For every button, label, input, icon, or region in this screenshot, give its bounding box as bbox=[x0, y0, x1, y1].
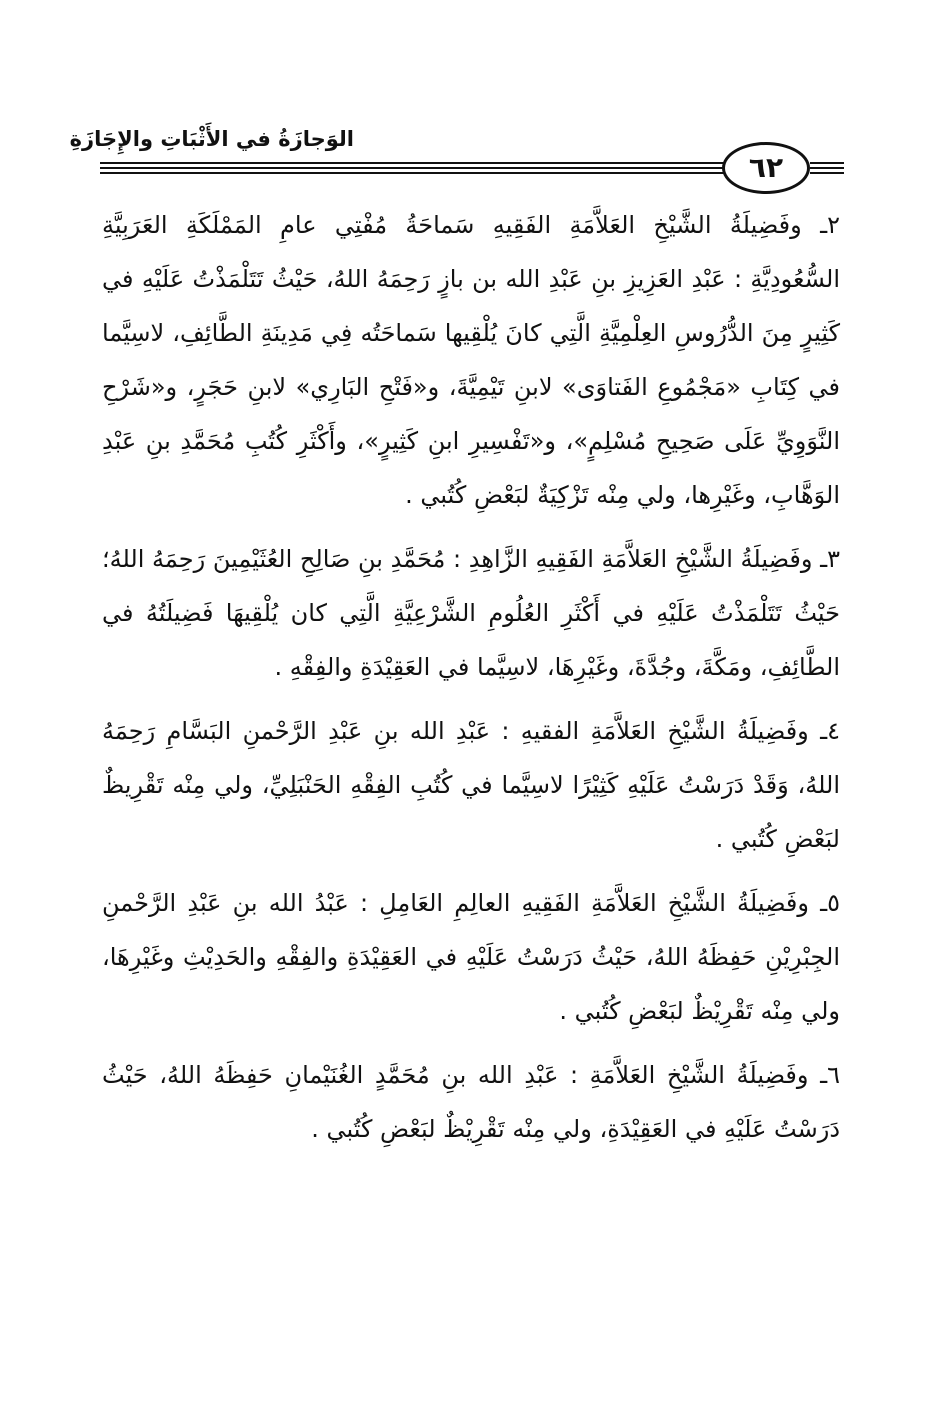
header-rule-tail bbox=[810, 162, 844, 164]
paragraph-item-2: ٢ـ وفَضِيلَةُ الشَّيْخِ العَلاَّمَةِ الفَقِيهِ سَماحَةُ مُفْتِي عامِ المَمْلَكَةِ العَرَبِيَّةِ السُّعُودِيَّةِ : عَبْدِ العَزِيزِ بنِ عَبْدِ الله بن بازٍ رَحِمَهُ اللهُ، حَيْثُ تَتَلْمَذْتُ عَلَيْهِ في كَثِيرٍ مِنَ الدُّرُوسِ العِلْمِيَّةِ الَّتِي كانَ يُلْقِيها سَماحَتُه فِي مَدِينَةِ الطَّائِفِ، لاسِيَّما في كِتَابِ «مَجْمُوعِ الفَتاوَى» لابنِ تَيْمِيَّةَ، و«فَتْحِ البَارِي» لابنِ حَجَرٍ، و«شَرْحِ النَّوَوِيِّ عَلَى صَحِيحِ مُسْلِمٍ»، و«تَفْسِيرِ ابنِ كَثِيرٍ»، وأَكْثَرِ كُتُبِ مُحَمَّدِ بنِ عَبْدِ الوَهَّابِ، وغَيْرِها، ولي مِنْه تَزْكِيَةٌ لبَعْضِ كُتُبي . bbox=[102, 211, 840, 509]
page-number-badge bbox=[722, 142, 810, 194]
page-number: ٦٢ bbox=[748, 151, 784, 184]
header-rule-tail bbox=[810, 167, 844, 169]
header-rule bbox=[100, 167, 724, 169]
paragraph-item-4: ٤ـ وفَضِيلَةُ الشَّيْخِ العَلاَّمَةِ الفقيهِ : عَبْدِ الله بنِ عَبْدِ الرَّحْمنِ البَسَّامِ رَحِمَهُ اللهُ، وَقَدْ دَرَسْتُ عَلَيْهِ كَثِيْرًا لاسِيَّما في كُتُبِ الفِقْهِ الحَنْبَلِيِّ، ولي مِنْه تَقْرِيظٌ لبَعْضِ كُتُبي . bbox=[102, 717, 840, 853]
paragraph-item-6: ٦ـ وفَضِيلَةُ الشَّيْخِ العَلاَّمَةِ : عَبْدِ الله بنِ مُحَمَّدٍ الغُنَيْمانِ حَفِظَهُ اللهُ، حَيْثُ دَرَسْتُ عَلَيْهِ في العَقِيْدَةِ، ولي مِنْه تَقْرِيْظٌ لبَعْضِ كُتُبي . bbox=[102, 1061, 840, 1143]
header-rule bbox=[100, 172, 724, 174]
paragraph-item-5: ٥ـ وفَضِيلَةُ الشَّيْخِ العَلاَّمَةِ الفَقِيهِ العالِمِ العَامِلِ : عَبْدُ الله بنِ عَبْدِ الرَّحْمنِ الجِبْرِيْنِ حَفِظَهُ اللهُ، حَيْثُ دَرَسْتُ عَلَيْهِ في العَقِيْدَةِ والفِقْهِ والحَدِيْثِ وغَيْرِهَا، ولي مِنْه تَقْرِيْظٌ لبَعْضِ كُتُبي . bbox=[102, 889, 840, 1025]
page-body bbox=[102, 198, 840, 1166]
paragraph-item-3: ٣ـ وفَضِيلَةُ الشَّيْخِ العَلاَّمَةِ الفَقِيهِ الزَّاهِدِ : مُحَمَّدِ بنِ صَالِحِ العُثَيْمِينَ رَحِمَهُ اللهُ؛ حَيْثُ تَتَلْمَذْتُ عَلَيْهِ في أَكْثَرِ العُلُومِ الشَّرْعِيَّةِ الَّتِي كان يُلْقِيهَا فَضِيلَتُهُ في الطَّائِفِ، ومَكَّةَ، وجُدَّةَ، وغَيْرِهَا، لاسِيَّما في العَقِيْدَةِ والفِقْهِ . bbox=[101, 545, 840, 681]
header-rule-tail bbox=[810, 172, 844, 174]
header-rule bbox=[100, 162, 724, 164]
running-header-title: الوَجازَةُ في الأَثْبَاتِ والإِجَازَةِ bbox=[69, 127, 354, 151]
